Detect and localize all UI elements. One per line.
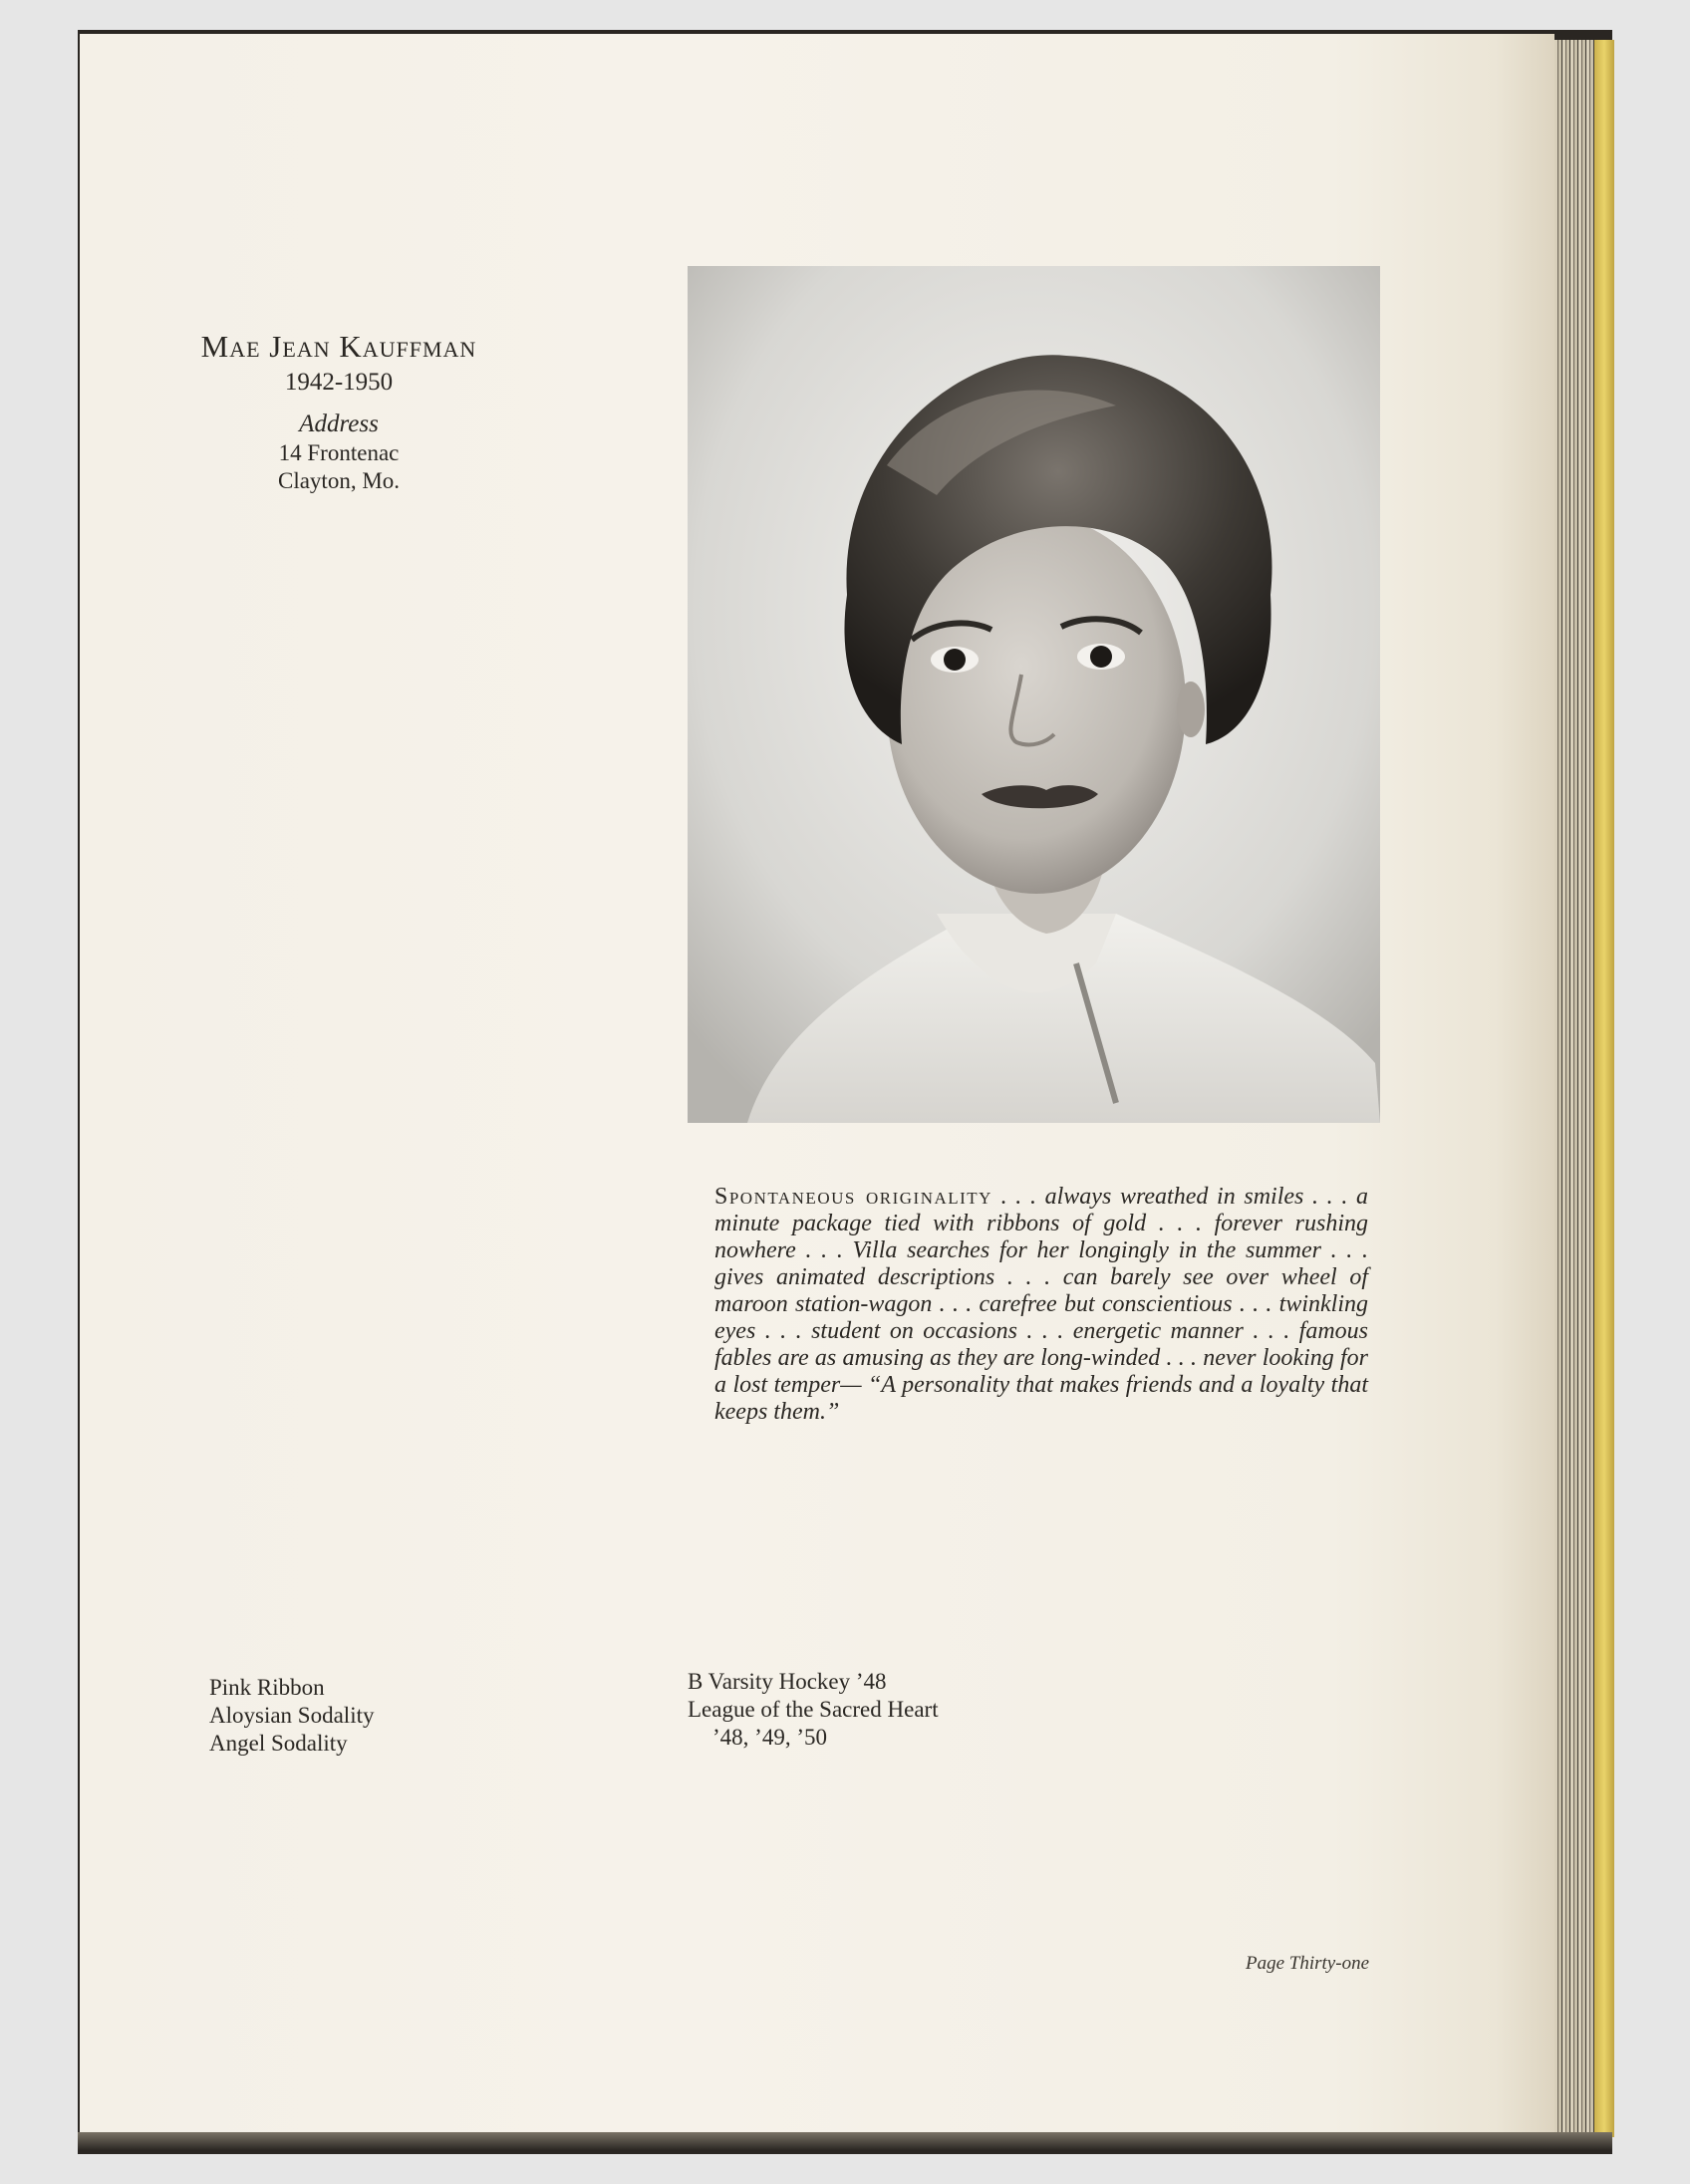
address-label: Address bbox=[299, 410, 379, 437]
address-line-1: 14 Frontenac bbox=[278, 440, 400, 465]
bio-text: . . . always wreathed in smiles . . . a minute package tied with ribbons of gold . . . forever rushing nowhere . . . Villa searches for her longingly in the summer . . . gives animated descriptions . . . can barely see over wheel of maroon station-wagon . . . carefree but conscientious . . . twinkling eyes . . . student on occasions . . . energetic manner . . . famous fables are as amusing as they are long-winded . . . never looking for a lost temper— “A personality that makes friends and a loyalty that keeps them.” bbox=[714, 1184, 1368, 1425]
activities-right bbox=[688, 1668, 939, 1752]
page-edge-stack bbox=[1554, 40, 1596, 2132]
activity-item: League of the Sacred Heart bbox=[688, 1697, 939, 1722]
address-line-2: Clayton, Mo. bbox=[277, 468, 401, 493]
activity-item: B Varsity Hockey ’48 bbox=[688, 1669, 887, 1694]
bio-lead: Spontaneous originality bbox=[714, 1184, 992, 1210]
portrait-photo bbox=[688, 266, 1380, 1123]
bio-paragraph bbox=[714, 1184, 1368, 1426]
page-number: Page Thirty-one bbox=[1246, 1953, 1370, 1974]
activities-left bbox=[209, 1674, 374, 1758]
student-name: Mae Jean Kauffman bbox=[200, 329, 477, 364]
activity-item: Angel Sodality bbox=[209, 1731, 348, 1756]
book-bottom-edge bbox=[78, 2132, 1612, 2150]
student-header bbox=[179, 329, 498, 494]
activity-item: Aloysian Sodality bbox=[209, 1703, 375, 1728]
student-years: 1942-1950 bbox=[284, 369, 394, 396]
book-cover-edge bbox=[1594, 40, 1614, 2137]
activity-item: ’48, ’49, ’50 bbox=[712, 1725, 827, 1750]
activity-item: Pink Ribbon bbox=[209, 1675, 325, 1700]
portrait-illustration bbox=[688, 266, 1380, 1123]
